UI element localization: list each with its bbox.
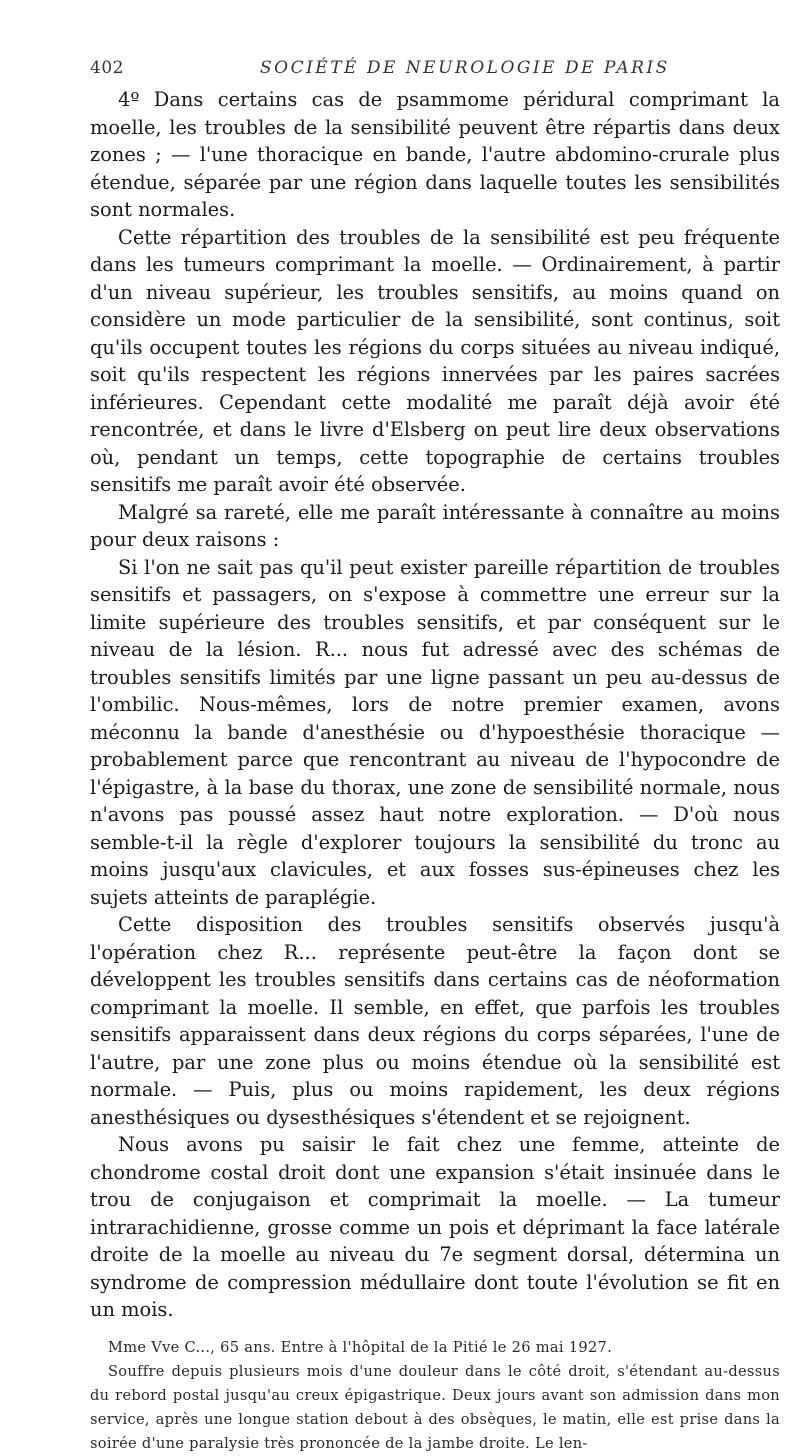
- running-header: [90, 58, 780, 78]
- case-note: Mme Vve C..., 65 ans. Entre à l'hôpital de la Pitié le 26 mai 1927.: [108, 1338, 613, 1356]
- paragraph: 4º Dans certains cas de psammome péridural comprimant la moelle, les troubles de la sensibilité peuvent être répartis dans deux zones ; — l'une thoracique en bande, l'autre abdomino-crurale plus étendue, séparée par une région dans laquelle toutes les sensibilités sont normales.: [90, 88, 780, 221]
- paragraph: Malgré sa rareté, elle me paraît intéressante à connaître au moins pour deux raisons :: [90, 500, 780, 551]
- case-notes: [90, 1336, 780, 1456]
- page-number: 402: [90, 58, 124, 78]
- body-text: [90, 86, 780, 1324]
- page: [90, 58, 780, 1456]
- paragraph: Cette répartition des troubles de la sensibilité est peu fréquente dans les tumeurs comprimant la moelle. — Ordinairement, à partir d'un niveau supérieur, les troubles sensitifs, au moins quand on considère un mode particulier de la sensibilité, sont continus, soit qu'ils occupent toutes les régions du corps situées au niveau indiqué, soit qu'ils respectent les régions innervées par les paires sacrées inférieures. Cependant cette modalité me paraît déjà avoir été rencontrée, et dans le livre d'Elsberg on peut lire deux observations où, pendant un temps, cette topographie de certains troubles sensitifs me paraît avoir été observée.: [90, 225, 780, 496]
- paragraph: Nous avons pu saisir le fait chez une femme, atteinte de chondrome costal droit dont une expansion s'était insinuée dans le trou de conjugaison et comprimait la moelle. — La tumeur intrarachidienne, grosse comme un pois et déprimant la face latérale droite de la moelle au niveau du 7e segment dorsal, détermina un syndrome de compression médullaire dont toute l'évolution se fit en un mois.: [90, 1133, 780, 1321]
- paragraph: Si l'on ne sait pas qu'il peut exister pareille répartition de troubles sensitifs et passagers, on s'expose à commettre une erreur sur la limite supérieure des troubles sensitifs, et par conséquent sur le niveau de la lésion. R... nous fut adressé avec des schémas de troubles sensitifs limités par une ligne passant un peu au-dessus de l'ombilic. Nous-mêmes, lors de notre premier examen, avons méconnu la bande d'anesthésie ou d'hypoesthésie thoracique — probablement parce que rencontrant au niveau de l'hypocondre de l'épigastre, à la base du thorax, une zone de sensibilité normale, nous n'avons pas poussé assez haut notre exploration. — D'où nous semble-t-il la règle d'explorer toujours la sensibilité du tronc au moins jusqu'aux clavicules, et aux fosses sus-épineuses chez les sujets atteints de paraplégie.: [90, 555, 780, 909]
- running-title: SOCIÉTÉ DE NEUROLOGIE DE PARIS: [260, 58, 670, 78]
- case-note: Souffre depuis plusieurs mois d'une douleur dans le côté droit, s'étendant au-dessus du rebord postal jusqu'au creux épigastrique. Deux jours avant son admission dans mon service, après une longue station debout à des obsèques, le matin, elle est prise dans la soirée d'une paralysie très prononcée de la jambe droite. Le len-: [90, 1362, 780, 1452]
- paragraph: Cette disposition des troubles sensitifs observés jusqu'à l'opération chez R... représente peut-être la façon dont se développent les troubles sensitifs dans certains cas de néoformation comprimant la moelle. Il semble, en effet, que parfois les troubles sensitifs apparaissent dans deux régions du corps séparées, l'une de l'autre, par une zone plus ou moins étendue où la sensibilité est normale. — Puis, plus ou moins rapidement, les deux régions anesthésiques ou dysesthésiques s'étendent et se rejoignent.: [90, 913, 780, 1129]
